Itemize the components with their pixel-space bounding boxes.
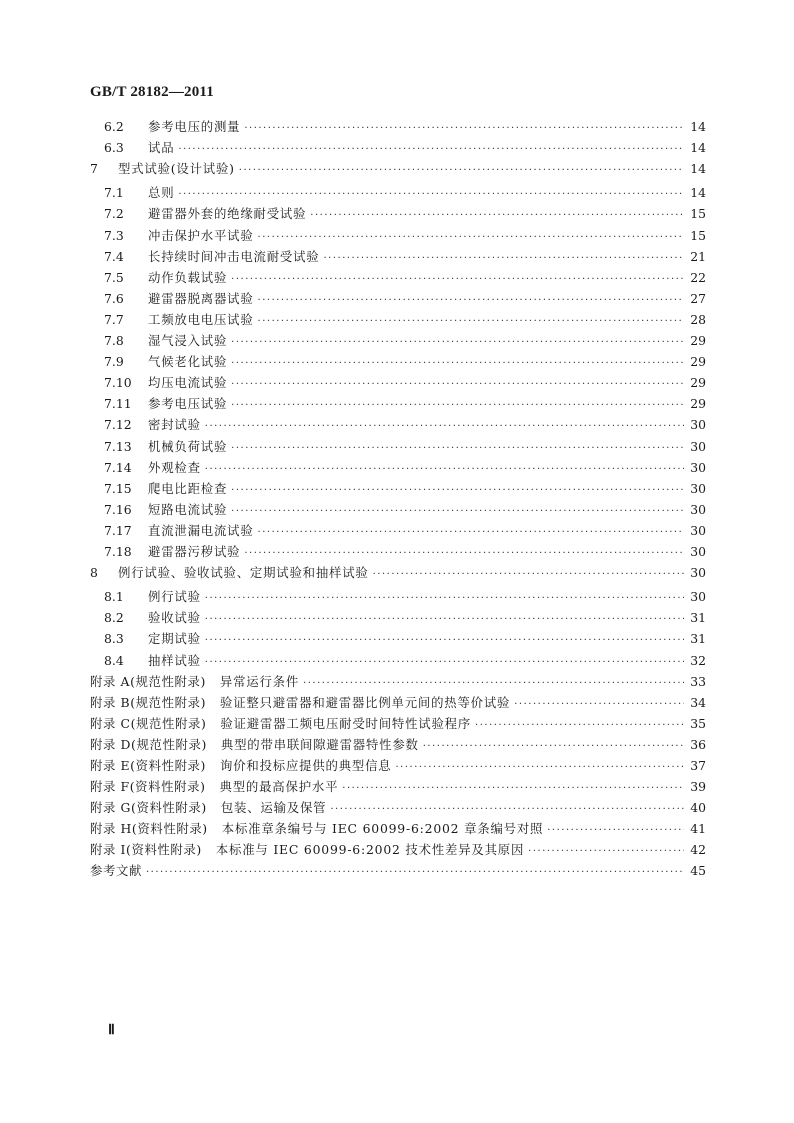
toc-entry-title: 外观检查: [148, 459, 201, 475]
toc-entry-page: 14: [690, 140, 706, 156]
toc-entry-number: 7.12: [104, 417, 132, 433]
dot-leader: [330, 804, 684, 815]
toc-entry[interactable]: [90, 798, 706, 819]
dot-leader: [373, 569, 684, 580]
toc-entry-number: 8.2: [104, 610, 124, 626]
toc-entry-title: 工频放电电压试验: [148, 311, 254, 327]
standard-id: GB/T 28182—2011: [90, 84, 214, 100]
toc-entry[interactable]: [90, 521, 706, 542]
toc-entry-title: 短路电流试验: [148, 501, 228, 517]
toc-entry[interactable]: [90, 117, 706, 138]
toc-entry-page: 34: [690, 694, 706, 710]
toc-entry[interactable]: [90, 373, 706, 394]
annex-title: 异常运行条件: [219, 673, 300, 689]
toc-entry-page: 29: [690, 333, 706, 349]
toc-entry-title: 气候老化试验: [148, 354, 228, 370]
page-number: Ⅱ: [108, 1023, 115, 1038]
dot-leader: [205, 593, 684, 604]
toc-entry-number: 7.18: [104, 543, 132, 559]
toc-entry[interactable]: [90, 310, 706, 331]
toc-entry-title: 避雷器外套的绝缘耐受试验: [148, 206, 307, 222]
toc-entry[interactable]: [90, 394, 706, 415]
table-of-contents: [90, 117, 706, 883]
toc-entry-title: 试品: [148, 140, 175, 156]
toc-entry-number: 7.7: [104, 311, 124, 327]
annex-title: 包装、运输及保管: [220, 800, 327, 816]
toc-entry-page: 14: [690, 119, 706, 134]
toc-entry-page: 30: [690, 589, 706, 605]
dot-leader: [231, 358, 684, 369]
dot-leader: [258, 527, 684, 538]
toc-entry-page: 27: [690, 290, 706, 306]
toc-entry[interactable]: [90, 861, 706, 882]
toc-entry-title: 直流泄漏电流试验: [148, 522, 254, 538]
dot-leader: [244, 548, 684, 559]
toc-entry-number: 8: [90, 565, 98, 581]
toc-entry-title: 爬电比距检查: [148, 480, 228, 496]
annex-label: 附录 H(资料性附录): [90, 821, 208, 837]
toc-entry-number: 8.3: [104, 631, 124, 647]
toc-entry-page: 33: [690, 673, 706, 689]
annex-label: 附录 D(规范性附录): [90, 736, 207, 752]
dot-leader: [239, 165, 684, 176]
toc-entry[interactable]: [90, 268, 706, 289]
toc-entry[interactable]: [90, 542, 706, 563]
dot-leader: [178, 144, 684, 155]
toc-entry[interactable]: [90, 500, 706, 521]
toc-entry-title: 避雷器污秽试验: [148, 543, 241, 559]
toc-entry-page: 31: [690, 610, 706, 626]
toc-entry[interactable]: [90, 415, 706, 436]
annex-label: 附录 B(规范性附录): [90, 694, 207, 710]
toc-entry-title: 湿气浸入试验: [148, 333, 228, 349]
toc-entry-page: 30: [690, 501, 706, 517]
toc-entry-number: 8.4: [104, 652, 124, 668]
toc-entry-page: 21: [690, 248, 706, 264]
toc-entry[interactable]: [90, 587, 706, 608]
annex-label: 附录 F(资料性附录): [90, 779, 206, 795]
dot-leader: [205, 421, 684, 432]
toc-entry-page: 14: [690, 161, 706, 177]
dot-leader: [146, 867, 684, 878]
toc-entry-number: 7.3: [104, 227, 124, 243]
annex-title: 询价和投标应提供的典型信息: [220, 758, 392, 773]
toc-entry-number: 8.1: [104, 589, 124, 605]
toc-entry[interactable]: [90, 226, 706, 247]
toc-entry[interactable]: [90, 352, 706, 373]
toc-entry-page: 40: [690, 800, 706, 816]
toc-entry[interactable]: [90, 714, 706, 735]
toc-entry-number: 7.10: [104, 375, 132, 391]
toc-entry-page: 29: [690, 396, 706, 412]
dot-leader: [395, 762, 684, 773]
dot-leader: [310, 210, 684, 221]
dot-leader: [475, 720, 684, 731]
dot-leader: [205, 614, 684, 625]
toc-entry-page: 22: [690, 269, 706, 285]
dot-leader: [205, 464, 684, 475]
toc-entry[interactable]: [90, 693, 706, 714]
dot-leader: [231, 379, 684, 390]
toc-entry[interactable]: [90, 289, 706, 310]
dot-leader: [342, 783, 684, 794]
annex-label: 附录 I(资料性附录): [90, 842, 202, 858]
toc-entry-page: 15: [690, 206, 706, 222]
toc-entry[interactable]: [90, 183, 706, 204]
toc-entry[interactable]: [90, 629, 706, 650]
toc-entry-title: 机械负荷试验: [148, 438, 228, 454]
toc-entry-title: 冲击保护水平试验: [148, 227, 254, 243]
dot-leader: [244, 123, 684, 134]
toc-entry[interactable]: [90, 437, 706, 458]
dot-leader: [231, 443, 684, 454]
annex-label: 附录 C(规范性附录): [90, 715, 207, 731]
toc-entry-page: 30: [690, 522, 706, 538]
toc-entry-number: 7.11: [104, 396, 132, 412]
toc-entry-title: 参考电压试验: [148, 396, 228, 412]
annex-title: 典型的带串联间隙避雷器特性参数: [220, 736, 419, 752]
dot-leader: [258, 316, 684, 327]
toc-entry-title: 总则: [148, 185, 175, 201]
toc-entry-title: 定期试验: [148, 631, 201, 647]
toc-entry[interactable]: [90, 608, 706, 629]
toc-entry-page: 30: [690, 459, 706, 475]
toc-entry-title: 型式试验(设计试验): [118, 161, 235, 177]
dot-leader: [258, 295, 684, 306]
dot-leader: [231, 506, 684, 517]
toc-entry[interactable]: [90, 247, 706, 268]
dot-leader: [258, 232, 684, 243]
toc-entry-number: 7.15: [104, 480, 132, 496]
toc-entry-page: 29: [690, 375, 706, 391]
toc-entry-title: 例行试验、验收试验、定期试验和抽样试验: [118, 565, 369, 581]
annex-label: 附录 E(资料性附录): [90, 758, 206, 773]
toc-entry[interactable]: [90, 159, 706, 183]
dot-leader: [547, 825, 684, 836]
dot-leader: [231, 485, 684, 496]
toc-entry-page: 30: [690, 543, 706, 559]
annex-title: 验证整只避雷器和避雷器比例单元间的热等价试验: [220, 694, 511, 710]
annex-title: 本标准与 IEC 60099-6:2002 技术性差异及其原因: [215, 842, 525, 858]
toc-entry[interactable]: [90, 138, 706, 159]
toc-entry-title: 验收试验: [148, 610, 201, 626]
toc-entry-page: 30: [690, 417, 706, 433]
toc-entry-number: 7.16: [104, 501, 132, 517]
toc-entry-number: 7.6: [104, 290, 124, 306]
toc-entry-page: 39: [690, 779, 706, 795]
toc-entry-page: 30: [690, 480, 706, 496]
dot-leader: [303, 678, 684, 689]
toc-entry-page: 29: [690, 354, 706, 370]
toc-entry-number: 7.14: [104, 459, 132, 475]
toc-entry-title: 动作负载试验: [148, 269, 228, 285]
dot-leader: [205, 635, 684, 646]
annex-title: 本标准章条编号与 IEC 60099-6:2002 章条编号对照: [221, 821, 544, 837]
toc-entry-number: 7.4: [104, 248, 124, 264]
dot-leader: [231, 274, 684, 285]
toc-entry[interactable]: [90, 458, 706, 479]
toc-entry-page: 31: [690, 631, 706, 647]
toc-entry-title: 均压电流试验: [148, 375, 228, 391]
toc-entry[interactable]: [90, 331, 706, 352]
toc-entry-number: 7.2: [104, 206, 124, 222]
toc-entry-number: 7.1: [104, 185, 124, 201]
toc-entry-page: 14: [690, 185, 706, 201]
annex-label: 附录 A(规范性附录): [90, 673, 206, 689]
toc-entry-number: 7.13: [104, 438, 132, 454]
toc-entry[interactable]: [90, 204, 706, 225]
toc-entry-page: 35: [690, 715, 706, 731]
toc-entry[interactable]: [90, 735, 706, 756]
toc-entry[interactable]: [90, 672, 706, 693]
toc-entry-page: 15: [690, 227, 706, 243]
dot-leader: [205, 657, 684, 668]
toc-entry[interactable]: [90, 651, 706, 672]
toc-entry[interactable]: [90, 756, 706, 777]
toc-entry-page: 32: [690, 652, 706, 668]
toc-entry[interactable]: [90, 479, 706, 500]
toc-entry-number: 7.17: [104, 522, 132, 538]
dot-leader: [231, 337, 684, 348]
references-label: 参考文献: [90, 863, 142, 879]
toc-entry[interactable]: [90, 840, 706, 861]
toc-entry-number: 6.3: [104, 140, 124, 156]
toc-entry-page: 28: [690, 311, 706, 327]
toc-entry-page: 30: [690, 565, 706, 581]
dot-leader: [323, 253, 684, 264]
dot-leader: [178, 189, 684, 200]
toc-entry[interactable]: [90, 819, 706, 840]
toc-entry-page: 30: [690, 438, 706, 454]
toc-entry-page: 42: [690, 842, 706, 858]
toc-entry-page: 37: [690, 758, 706, 773]
toc-entry-title: 例行试验: [148, 589, 201, 605]
toc-entry-title: 长持续时间冲击电流耐受试验: [148, 248, 320, 264]
toc-entry-number: 7: [90, 161, 98, 177]
toc-entry-title: 参考电压的测量: [148, 119, 241, 134]
toc-entry-number: 6.2: [104, 119, 124, 134]
toc-entry[interactable]: [90, 563, 706, 587]
annex-label: 附录 G(资料性附录): [90, 800, 207, 816]
annex-title: 验证避雷器工频电压耐受时间特性试验程序: [220, 715, 472, 731]
dot-leader: [231, 400, 684, 411]
toc-entry-number: 7.5: [104, 269, 124, 285]
toc-entry-page: 45: [690, 863, 706, 879]
annex-title: 典型的最高保护水平: [219, 779, 339, 795]
dot-leader: [528, 846, 684, 857]
toc-entry-title: 避雷器脱离器试验: [148, 290, 254, 306]
toc-entry-number: 7.8: [104, 333, 124, 349]
toc-entry-number: 7.9: [104, 354, 124, 370]
toc-entry-title: 抽样试验: [148, 652, 201, 668]
toc-entry-title: 密封试验: [148, 417, 201, 433]
toc-entry-page: 41: [690, 821, 706, 837]
dot-leader: [423, 741, 684, 752]
toc-entry-page: 36: [690, 736, 706, 752]
toc-entry[interactable]: [90, 777, 706, 798]
dot-leader: [514, 699, 684, 710]
